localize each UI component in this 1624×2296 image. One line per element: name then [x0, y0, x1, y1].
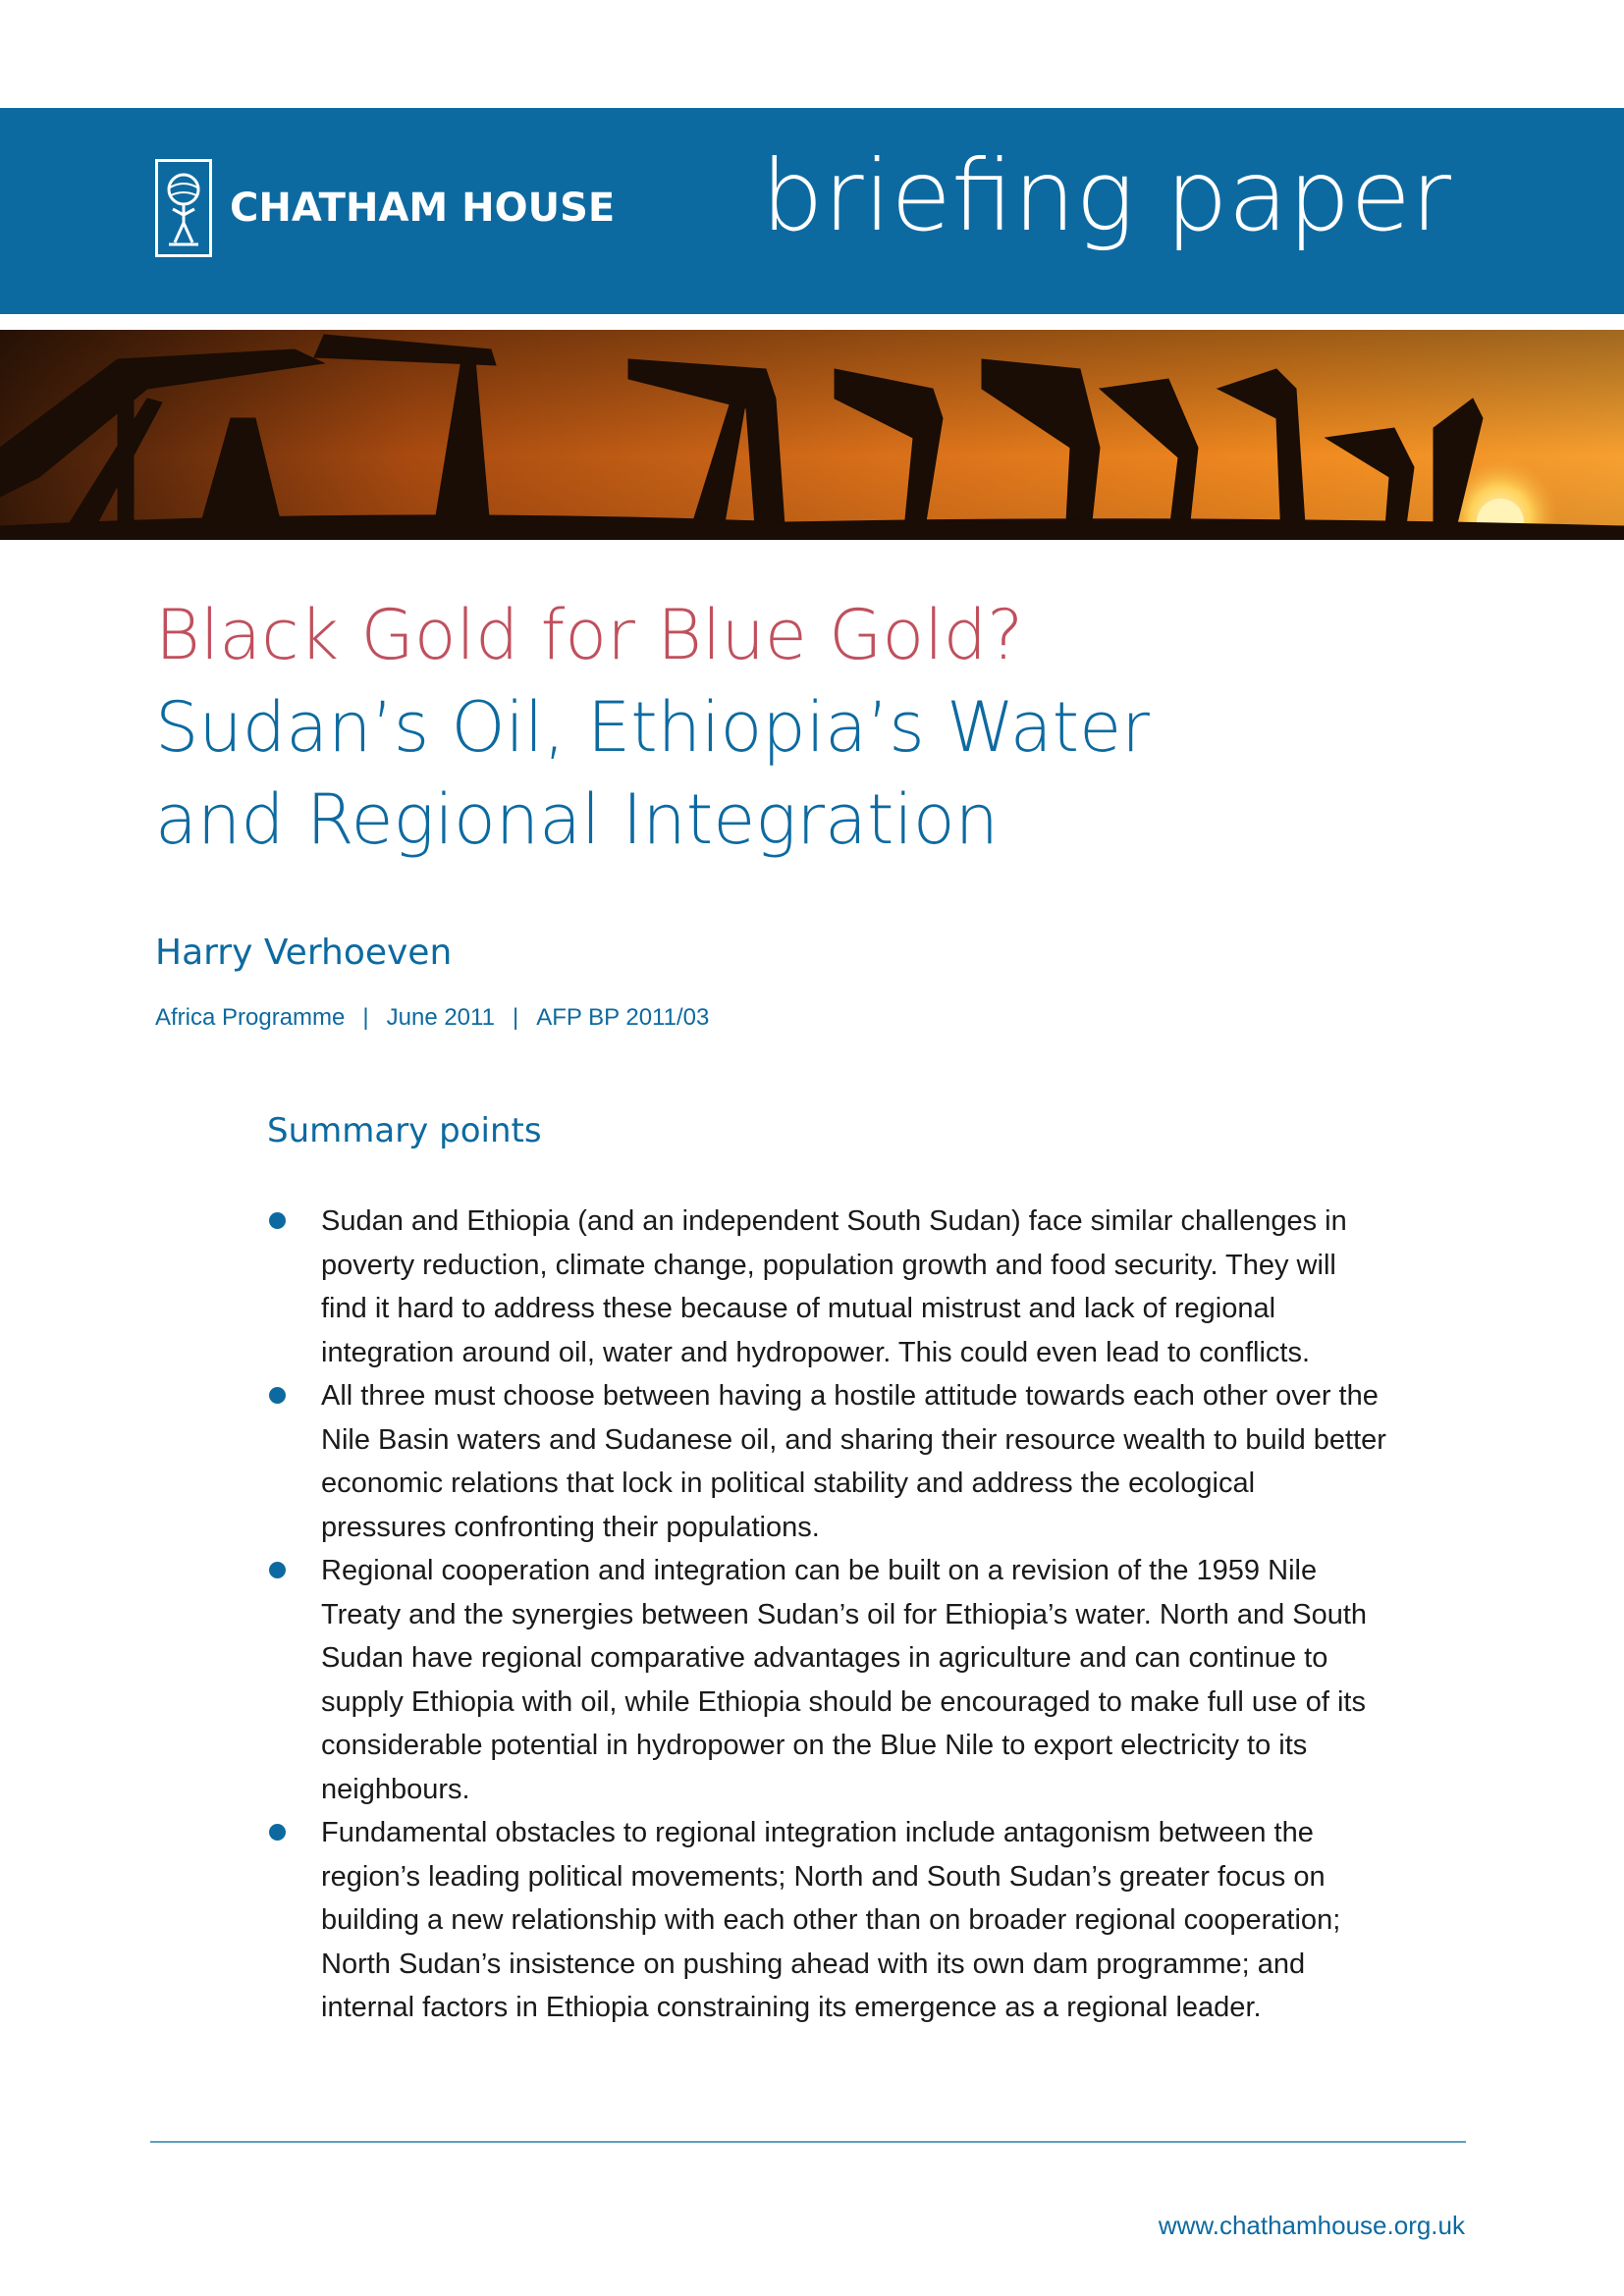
- summary-heading: Summary points: [267, 1111, 542, 1150]
- summary-point-text: Sudan and Ethiopia (and an independent South Sudan) face similar challenges in poverty reduction, climate change, population growth and food security. They will find it hard to address these because of mutual mistrust and lack of regional integration around oil, water and hydropower. This could even lead to conflicts.: [321, 1205, 1347, 1368]
- summary-point: [267, 1549, 1386, 1811]
- footer-divider: [150, 2141, 1466, 2143]
- title-line-3: and Regional Integration: [155, 779, 1000, 860]
- title-line-2: Sudan’s Oil, Ethiopia’s Water: [155, 687, 1150, 768]
- programme-name: Africa Programme: [155, 1004, 346, 1031]
- logo-wordmark: CHATHAM HOUSE: [230, 186, 616, 231]
- title-line-1: Black Gold for Blue Gold?: [155, 595, 1024, 675]
- reference-code: AFP BP 2011/03: [536, 1004, 710, 1031]
- summary-point: [267, 1200, 1386, 1374]
- meta-separator: |: [512, 1004, 519, 1031]
- chatham-house-logo: [155, 157, 615, 259]
- summary-point-text: All three must choose between having a hostile attitude towards each other over the Nile Basin waters and Sudanese oil, and sharing their resource wealth to build better economic relations that lock in political stability and address the ecological pressures confronting their populations.: [321, 1380, 1386, 1543]
- paper-title: [155, 589, 1333, 866]
- bullet-dot-icon: [269, 1387, 286, 1404]
- bullet-dot-icon: [269, 1562, 286, 1578]
- document-type-title: briefing paper: [761, 138, 1451, 253]
- summary-point: [267, 1374, 1386, 1549]
- publication-date: June 2011: [386, 1004, 495, 1031]
- author-name: Harry Verhoeven: [155, 933, 453, 973]
- atlas-globe-icon: [155, 159, 212, 257]
- summary-point: [267, 1811, 1386, 2030]
- summary-point-text: Regional cooperation and integration can be built on a revision of the 1959 Nile Treaty and the synergies between Sudan’s oil for Ethiopia’s water. North and South Sudan have regional comparative advantages in agriculture and can continue to supply Ethiopia with oil, while Ethiopia should be encouraged to make full use of its considerable potential in hydropower on the Blue Nile to export electricity to its neighbours.: [321, 1555, 1368, 1805]
- publication-meta: [155, 1004, 709, 1032]
- summary-points-list: [267, 1200, 1386, 2030]
- website-link[interactable]: www.chathamhouse.org.uk: [1158, 2211, 1465, 2240]
- summary-point-text: Fundamental obstacles to regional integration include antagonism between the region’s leading political movements; North and South Sudan’s greater focus on building a new relationship with each other than on broader regional cooperation; North Sudan’s insistence on pushing ahead with its own dam programme; and internal factors in Ethiopia constraining its emergence as a regional leader.: [321, 1817, 1341, 2023]
- meta-separator: |: [362, 1004, 369, 1031]
- bullet-dot-icon: [269, 1824, 286, 1841]
- oil-pumpjacks-sunset-banner: [0, 330, 1624, 540]
- bullet-dot-icon: [269, 1212, 286, 1229]
